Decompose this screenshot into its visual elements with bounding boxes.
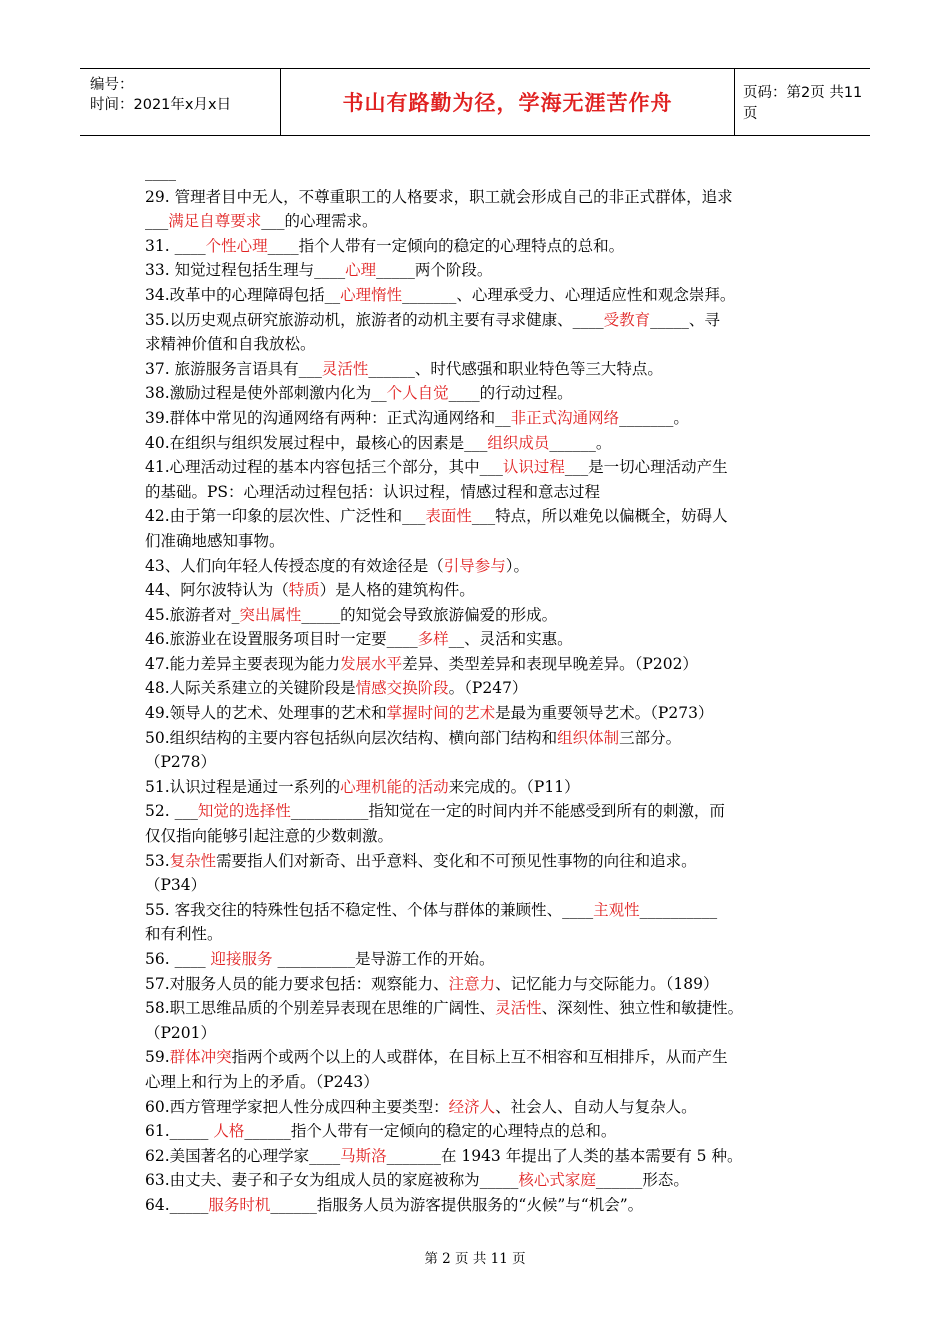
- text-line: [145, 799, 815, 824]
- line-text: 和有利性。: [145, 925, 223, 944]
- line-text: ______指个人带有一定倾向的稳定的心理特点的总和。: [244, 1122, 617, 1141]
- answer-text: 突出属性: [239, 605, 302, 624]
- text-line: [145, 1144, 815, 1169]
- line-text: 43、人们向年轻人传授态度的有效途径是（: [145, 556, 444, 575]
- header-meta: [80, 69, 280, 135]
- line-text: __、灵活和实惠。: [448, 630, 573, 649]
- line-text: 34.改革中的心理障碍包括__: [145, 285, 341, 304]
- line-text: 52. ___: [145, 802, 198, 821]
- line-text: 29. 管理者目中无人，不尊重职工的人格要求，职工就会形成自己的非正式群体，追求: [145, 187, 733, 206]
- answer-text: 组织体制: [557, 728, 620, 747]
- text-line: [145, 676, 815, 701]
- line-text: 62.美国著名的心理学家____: [145, 1146, 341, 1165]
- answer-text: 知觉的选择性: [197, 802, 291, 821]
- top-stub: ____: [145, 163, 176, 181]
- text-line: [145, 283, 815, 308]
- answer-text: 个人自觉: [386, 384, 449, 403]
- line-text: 60.西方管理学家把人性分成四种主要类型：: [145, 1097, 449, 1116]
- line-text: 49.领导人的艺术、处理事的艺术和: [145, 704, 387, 723]
- answer-text: 马斯洛: [340, 1146, 387, 1165]
- line-text: ）。: [505, 556, 530, 575]
- text-line: [145, 234, 815, 259]
- text-line: [145, 652, 815, 677]
- line-text: 58.职工思维品质的个别差异表现在思维的广阔性、: [145, 999, 496, 1018]
- text-line: [145, 308, 815, 333]
- text-line: [145, 775, 815, 800]
- answer-text: 心理: [345, 261, 377, 280]
- line-text: ____指个人带有一定倾向的稳定的心理特点的总和。: [267, 236, 625, 255]
- line-text: 求精神价值和自我放松。: [145, 335, 316, 354]
- line-text: _______。: [619, 408, 689, 427]
- line-text: 59.: [145, 1048, 170, 1067]
- line-text: 44、阿尔波特认为（: [145, 581, 289, 600]
- text-line: [145, 529, 815, 554]
- line-text: 指两个或两个以上的人或群体，在目标上互不相容和互相排斥，从而产生: [231, 1048, 728, 1067]
- line-text: 41.心理活动过程的基本内容包括三个部分，其中___: [145, 458, 503, 477]
- text-line: [145, 750, 815, 775]
- line-text: （P278）: [145, 753, 217, 772]
- line-text: 仅仅指向能够引起注意的少数刺激。: [145, 827, 394, 846]
- text-line: [145, 480, 815, 505]
- line-text: ___是一切心理活动产生: [564, 458, 728, 477]
- line-text: 42.由于第一印象的层次性、广泛性和___: [145, 507, 426, 526]
- answer-text: 表面性: [425, 507, 472, 526]
- answer-text: 掌握时间的艺术: [386, 704, 496, 723]
- text-line: [145, 554, 815, 579]
- answer-text: 复杂性: [169, 851, 217, 870]
- text-line: [145, 185, 815, 210]
- answer-text: 核心式家庭: [518, 1171, 596, 1190]
- text-line: [145, 406, 815, 431]
- line-text: 三部分。: [619, 728, 682, 747]
- line-text: 40.在组织与组织发展过程中，最核心的因素是___: [145, 433, 488, 452]
- text-line: [145, 1045, 815, 1070]
- answer-text: 认识过程: [502, 458, 565, 477]
- line-text: 、社会人、自动人与复杂人。: [495, 1097, 697, 1116]
- line-text: __________指知觉在一定的时间内并不能感受到所有的刺激，而: [290, 802, 725, 821]
- line-text: 37. 旅游服务言语具有___: [145, 359, 322, 378]
- line-text: ___: [145, 212, 169, 231]
- line-text: 48.人际关系建立的关键阶段是: [145, 679, 356, 698]
- line-text: （P201）: [145, 1023, 217, 1042]
- answer-text: 发展水平: [340, 654, 403, 673]
- line-text: 心理上和行为上的矛盾。（P243）: [145, 1072, 379, 1091]
- text-line: [145, 701, 815, 726]
- answer-text: 受教育: [603, 310, 651, 329]
- text-line: [145, 1168, 815, 1193]
- line-text: 55. 客我交往的特殊性包括不稳定性、个体与群体的兼顾性、____: [145, 900, 594, 919]
- text-line: [145, 1070, 815, 1095]
- page-footer: 第 2 页 共 11 页: [424, 1251, 526, 1267]
- answer-text: 特质: [288, 581, 320, 600]
- line-text: ______、时代感强和职业特色等三大特点。: [368, 359, 663, 378]
- line-text: 63.由丈夫、妻子和子女为组成人员的家庭被称为_____: [145, 1171, 519, 1190]
- line-text: 是最为重要领导艺术。（P273）: [495, 704, 714, 723]
- text-line: [145, 209, 815, 234]
- answer-text: 满足自尊要求: [168, 212, 262, 231]
- line-text: ___的心理需求。: [261, 212, 378, 231]
- answer-text: 群体冲突: [169, 1048, 232, 1067]
- line-text: ___特点，所以难免以偏概全，妨碍人: [471, 507, 728, 526]
- line-text: 。（P247）: [448, 679, 528, 698]
- line-text: 来完成的。（P11）: [448, 777, 580, 796]
- text-line: [145, 1193, 815, 1218]
- text-line: [145, 455, 815, 480]
- text-line: [145, 258, 815, 283]
- line-text: ____的行动过程。: [448, 384, 573, 403]
- text-line: [145, 1021, 815, 1046]
- answer-text: 主观性: [593, 900, 640, 919]
- line-text: 53.: [145, 851, 170, 870]
- line-text: 们准确地感知事物。: [145, 531, 285, 550]
- text-line: [145, 898, 815, 923]
- doc-time-label: 时间：2021年x月x日: [90, 97, 232, 113]
- line-text: ______形态。: [595, 1171, 689, 1190]
- answer-text: 引导参与: [443, 556, 506, 575]
- question-list: [145, 185, 815, 1218]
- line-text: 51.认识过程是通过一系列的: [145, 777, 341, 796]
- header-page-info: 页码：第2页 共11页: [743, 85, 863, 122]
- line-text: 31. ____: [145, 236, 206, 255]
- answer-text: 经济人: [448, 1097, 496, 1116]
- text-line: [145, 922, 815, 947]
- answer-text: 个性心理: [205, 236, 268, 255]
- line-text: 39.群体中常见的沟通网络有两种：正式沟通网络和__: [145, 408, 511, 427]
- answer-text: 人格: [213, 1122, 245, 1141]
- line-text: 56. ____: [145, 950, 211, 968]
- text-line: [145, 726, 815, 751]
- answer-text: 注意力: [448, 974, 496, 993]
- text-line: [145, 357, 815, 382]
- answer-text: 灵活性: [321, 359, 369, 378]
- line-text: 45.旅游者对_: [145, 605, 240, 624]
- line-text: 38.激励过程是使外部刺激内化为__: [145, 384, 387, 403]
- line-text: ）是人格的建筑构件。: [319, 581, 475, 600]
- line-text: _____两个阶段。: [376, 261, 493, 280]
- page-header: [80, 68, 870, 136]
- doc-number-label: 编号：: [90, 77, 134, 93]
- line-text: 的基础。PS：心理活动过程包括：认识过程，情感过程和意志过程: [145, 482, 601, 501]
- line-text: __________是导游工作的开始。: [272, 950, 495, 968]
- line-text: __________: [639, 900, 718, 919]
- line-text: 33. 知觉过程包括生理与____: [145, 261, 346, 280]
- line-text: 需要指人们对新奇、出乎意料、变化和不可预见性事物的向往和追求。: [216, 851, 697, 870]
- text-line: [145, 627, 815, 652]
- text-line: [145, 603, 815, 628]
- line-text: 61._____: [145, 1122, 214, 1141]
- line-text: 64._____: [145, 1195, 209, 1214]
- answer-text: 组织成员: [487, 433, 550, 452]
- answer-text: 心理机能的活动: [340, 777, 449, 796]
- answer-text: 服务时机: [208, 1195, 271, 1214]
- line-text: 、深刻性、独立性和敏捷性。: [541, 999, 744, 1018]
- text-line: [145, 996, 815, 1021]
- text-line: [145, 849, 815, 874]
- header-motto: 书山有路勤为径，学海无涯苦作舟: [280, 69, 735, 135]
- line-text: 35.以历史观点研究旅游动机，旅游者的动机主要有寻求健康、____: [145, 310, 604, 329]
- document-body: [145, 160, 815, 1218]
- text-line: [145, 873, 815, 898]
- text-line: [145, 1095, 815, 1120]
- line-text: _______在 1943 年提出了人类的基本需要有 5 种。: [386, 1146, 743, 1165]
- line-text: _____的知觉会导致旅游偏爱的形成。: [301, 605, 558, 624]
- answer-text: 情感交换阶段: [355, 679, 449, 698]
- text-line: [145, 1119, 815, 1144]
- line-text: （P34）: [145, 876, 207, 895]
- line-text: ______指服务人员为游客提供服务的“火候”与“机会”。: [270, 1195, 644, 1214]
- text-line: [145, 332, 815, 357]
- line-text: 57.对服务人员的能力要求包括：观察能力、: [145, 974, 449, 993]
- line-text: 46.旅游业在设置服务项目时一定要____: [145, 630, 418, 649]
- line-text: ______。: [549, 433, 612, 452]
- line-text: 47.能力差异主要表现为能力: [145, 654, 341, 673]
- text-line: [145, 381, 815, 406]
- answer-text: 迎接服务: [210, 950, 273, 968]
- answer-text: 灵活性: [495, 999, 542, 1018]
- line-text: 、记忆能力与交际能力。（189）: [495, 974, 719, 993]
- text-line: [145, 578, 815, 603]
- text-line: [145, 504, 815, 529]
- answer-text: 心理惰性: [340, 285, 403, 304]
- text-line: [145, 431, 815, 456]
- line-text: 50.组织结构的主要内容包括纵向层次结构、横向部门结构和: [145, 728, 558, 747]
- line-text: _____、寻: [650, 310, 720, 329]
- answer-text: 非正式沟通网络: [510, 408, 620, 427]
- text-line: [145, 824, 815, 849]
- text-line: [145, 947, 815, 972]
- text-line: [145, 972, 815, 997]
- line-text: 差异、类型差异和表现早晚差异。（P202）: [402, 654, 698, 673]
- answer-text: 多样: [417, 630, 449, 649]
- line-text: _______、心理承受力、心理适应性和观念崇拜。: [402, 285, 736, 304]
